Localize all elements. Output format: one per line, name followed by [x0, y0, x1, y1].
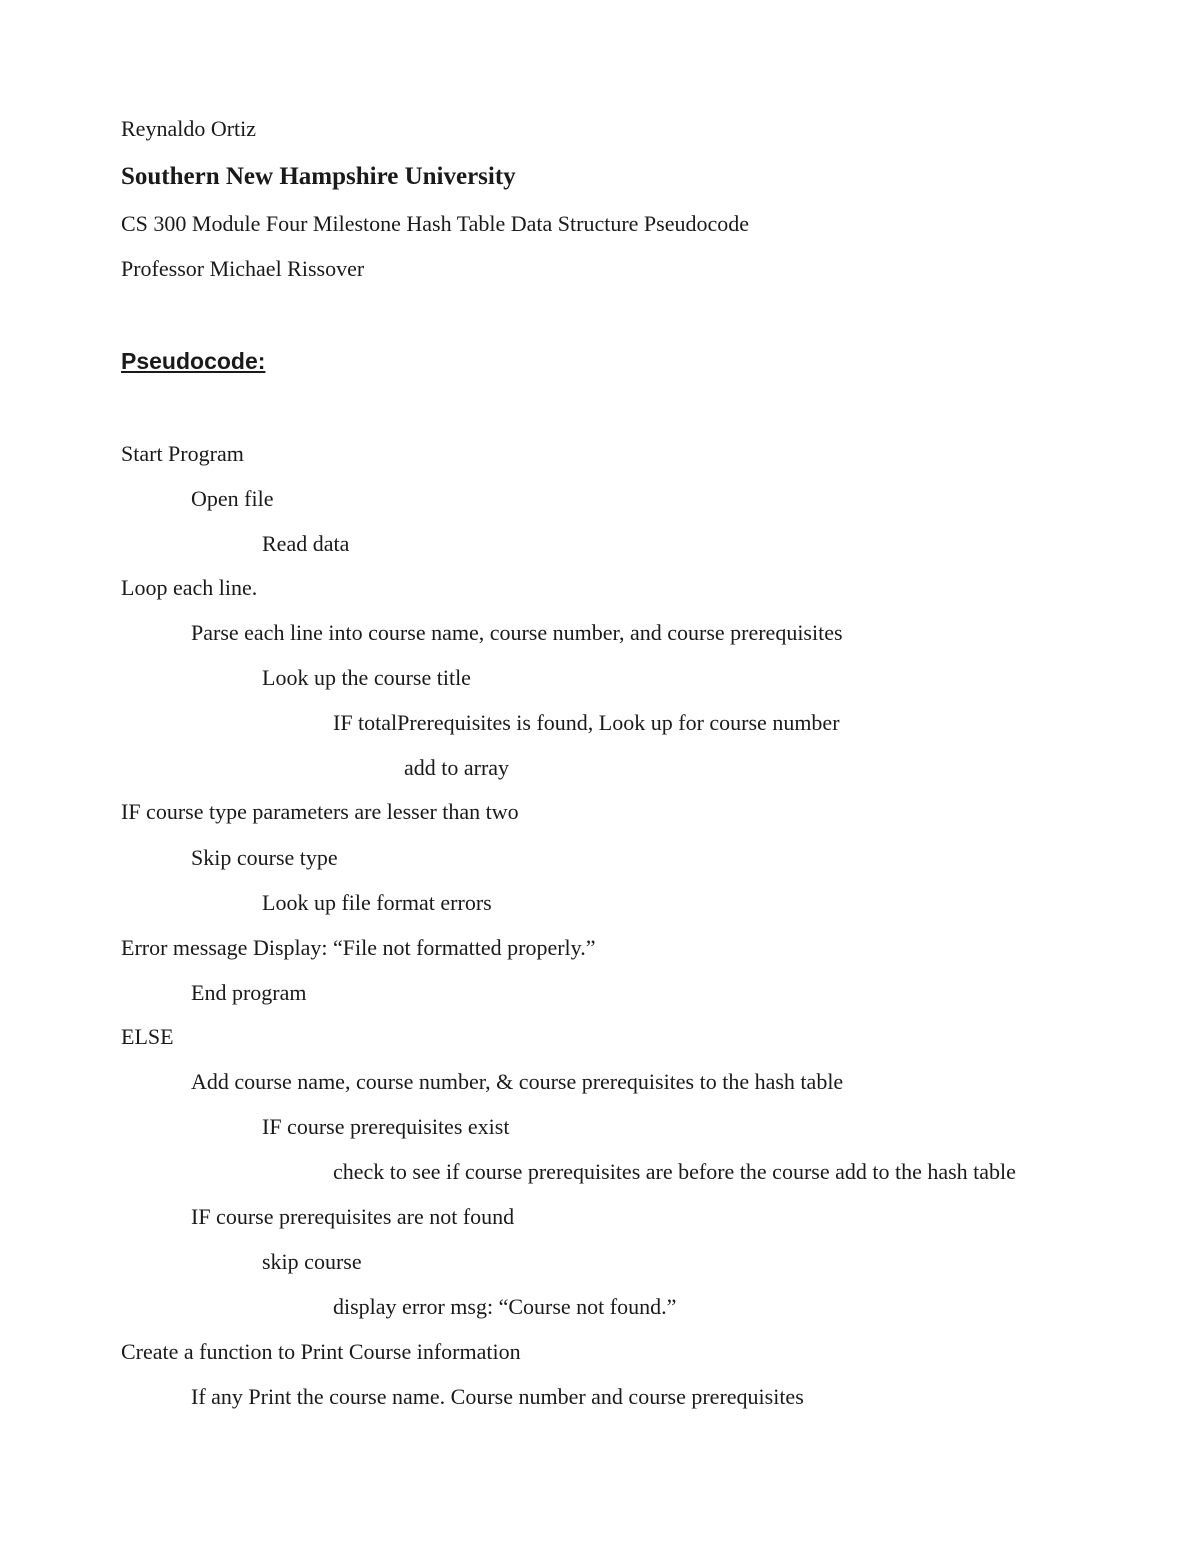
pseudocode-line: Loop each line. [121, 575, 258, 600]
pseudocode-line: Skip course type [191, 845, 338, 870]
pseudocode-line: IF totalPrerequisites is found, Look up for course number [333, 710, 840, 735]
pseudocode-line: Error message Display: “File not formatted properly.” [121, 935, 596, 960]
pseudocode-line: Parse each line into course name, course number, and course prerequisites [191, 620, 843, 645]
professor-name: Professor Michael Rissover [121, 256, 365, 281]
pseudocode-line: skip course [262, 1249, 362, 1274]
pseudocode-line: Add course name, course number, & course prerequisites to the hash table [191, 1069, 844, 1094]
author-name: Reynaldo Ortiz [121, 116, 257, 141]
pseudocode-line: Look up the course title [262, 665, 471, 690]
pseudocode-line: End program [191, 980, 307, 1005]
pseudocode-line: Open file [191, 486, 274, 511]
pseudocode-line: check to see if course prerequisites are before the course add to the hash table [333, 1159, 1016, 1184]
pseudocode-line: IF course prerequisites exist [262, 1114, 510, 1139]
pseudocode-line: Read data [262, 531, 350, 556]
pseudocode-line: IF course type parameters are lesser than two [121, 799, 519, 824]
pseudocode-line: ELSE [121, 1024, 174, 1049]
pseudocode-line: IF course prerequisites are not found [191, 1204, 515, 1229]
pseudocode-line: display error msg: “Course not found.” [333, 1294, 677, 1319]
pseudocode-line: Look up file format errors [262, 890, 492, 915]
section-heading: Pseudocode: [121, 348, 266, 374]
pseudocode-line: Create a function to Print Course information [121, 1339, 521, 1364]
pseudocode-line: Start Program [121, 441, 244, 466]
course-title: CS 300 Module Four Milestone Hash Table Data Structure Pseudocode [121, 211, 750, 236]
pseudocode-line: add to array [404, 755, 510, 780]
university-name: Southern New Hampshire University [121, 163, 516, 190]
pseudocode-line: If any Print the course name. Course number and course prerequisites [191, 1384, 804, 1409]
